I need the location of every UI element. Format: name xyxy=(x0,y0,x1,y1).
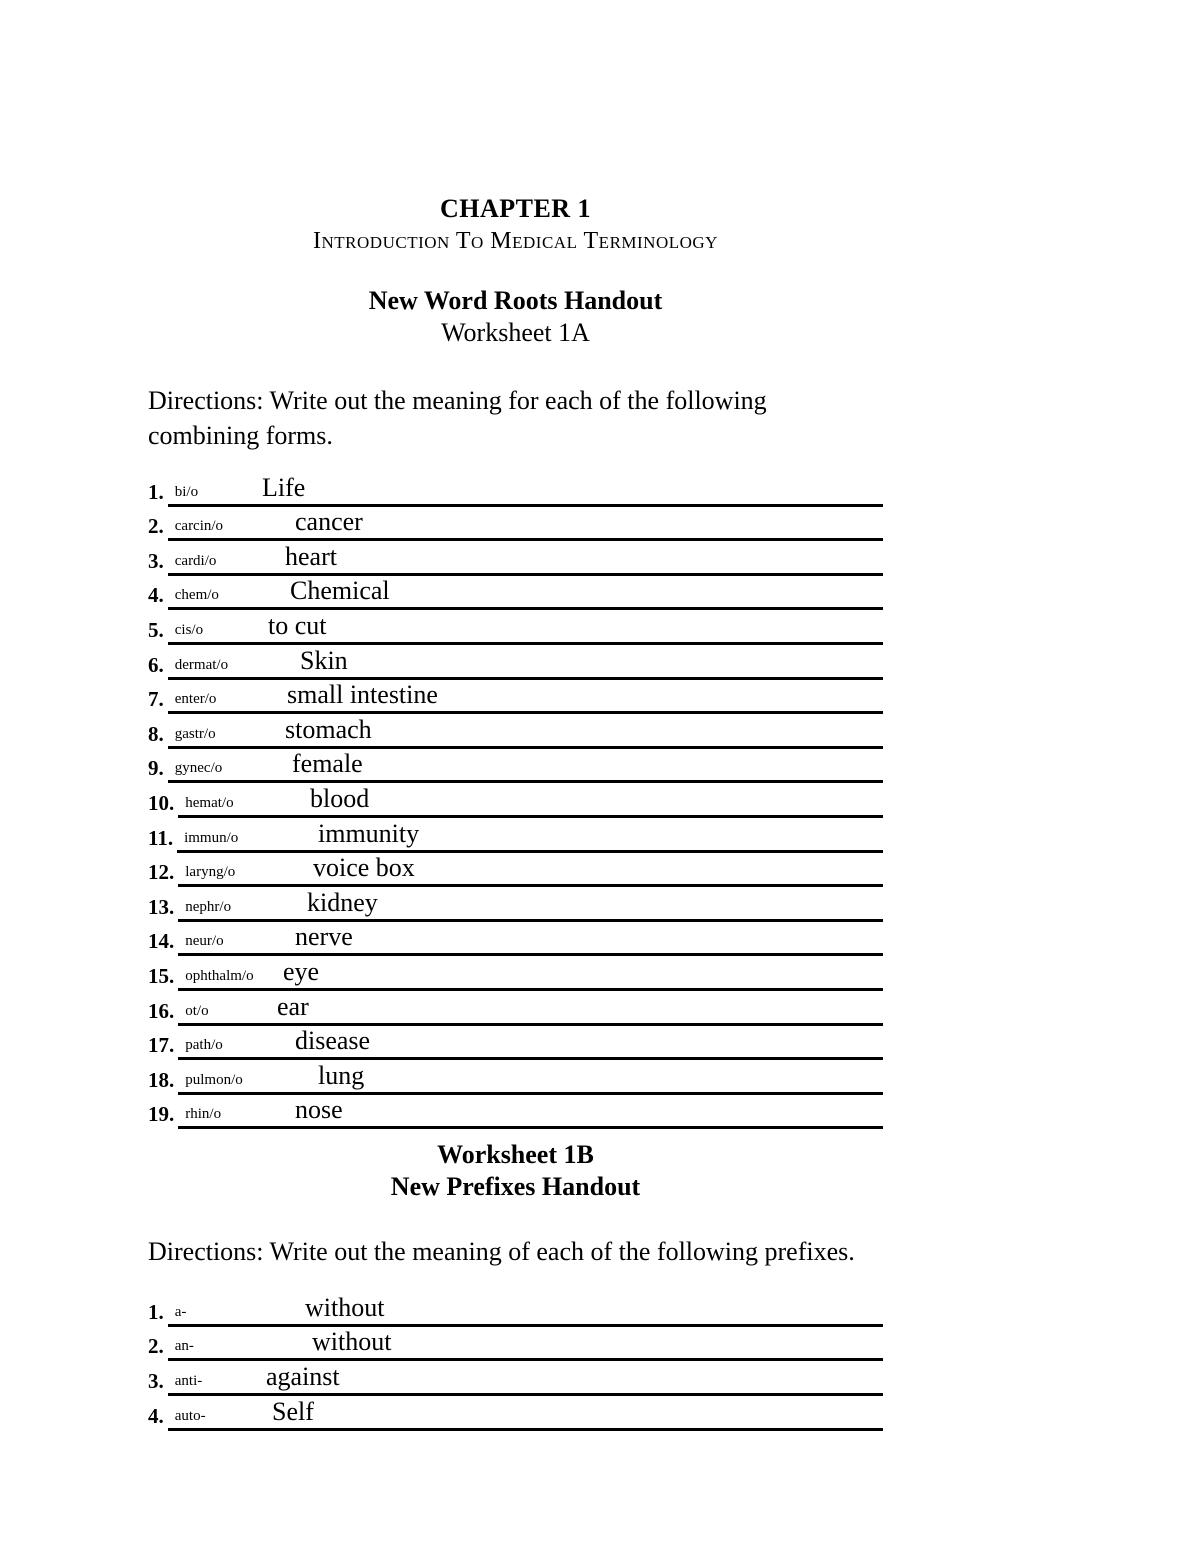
combining-form-term: hemat/o xyxy=(185,794,234,811)
answer-text: small intestine xyxy=(287,680,438,710)
combining-form-term: enter/o xyxy=(174,691,217,708)
item-number: 5. xyxy=(148,617,164,642)
item-number: 2. xyxy=(148,1334,164,1359)
item-number: 15. xyxy=(148,963,175,988)
answer-blank-line xyxy=(168,746,883,784)
prefix-term: auto- xyxy=(174,1407,206,1424)
worksheet-row xyxy=(148,645,883,680)
directions-prefixes: Directions: Write out the meaning of each of the following prefixes. xyxy=(148,1237,855,1267)
combining-form-term: neur/o xyxy=(185,933,224,950)
answer-text: voice box xyxy=(313,853,415,883)
item-number: 4. xyxy=(148,1403,164,1428)
directions-combining-forms: Directions: Write out the meaning for each of the following combining forms. xyxy=(148,386,767,450)
item-number: 11. xyxy=(148,825,174,850)
answer-text: Life xyxy=(262,472,306,502)
worksheet-row xyxy=(148,576,883,611)
combining-form-term: path/o xyxy=(185,1037,223,1054)
answer-blank-line xyxy=(178,1057,883,1095)
worksheet-row xyxy=(148,680,883,715)
prefixes-list xyxy=(148,1292,883,1430)
combining-form-term: pulmon/o xyxy=(185,1071,243,1088)
item-number: 12. xyxy=(148,860,175,885)
worksheet-row xyxy=(148,541,883,576)
item-number: 1. xyxy=(148,479,164,504)
combining-form-term: laryng/o xyxy=(185,864,236,881)
combining-form-term: gynec/o xyxy=(174,760,223,777)
prefix-term: anti- xyxy=(174,1373,203,1390)
worksheet-row xyxy=(148,1396,883,1431)
worksheet-row xyxy=(148,853,883,888)
worksheet-row xyxy=(148,783,883,818)
combining-form-term: nephr/o xyxy=(185,898,232,915)
worksheet-row xyxy=(148,922,883,957)
combining-form-term: cis/o xyxy=(174,621,204,638)
answer-text: nerve xyxy=(295,922,353,952)
item-number: 18. xyxy=(148,1067,175,1092)
item-number: 14. xyxy=(148,929,175,954)
answer-blank-line xyxy=(168,538,883,576)
answer-text: cancer xyxy=(295,507,363,537)
answer-blank-line xyxy=(178,919,883,957)
answer-text: Skin xyxy=(300,645,348,675)
answer-blank-line xyxy=(178,884,883,922)
answer-text: ear xyxy=(277,991,309,1021)
item-number: 7. xyxy=(148,687,164,712)
worksheet-label-1a: Worksheet 1A xyxy=(441,318,590,347)
item-number: 17. xyxy=(148,1033,175,1058)
item-number: 2. xyxy=(148,514,164,539)
worksheet-row xyxy=(148,472,883,507)
item-number: 3. xyxy=(148,548,164,573)
item-number: 19. xyxy=(148,1102,175,1127)
combining-form-term: carcin/o xyxy=(174,518,224,535)
answer-blank-line xyxy=(178,1023,883,1061)
answer-text: Chemical xyxy=(290,576,390,606)
worksheet-row xyxy=(148,714,883,749)
answer-blank-line xyxy=(168,1324,883,1362)
item-number: 10. xyxy=(148,790,175,815)
worksheet-row xyxy=(148,956,883,991)
answer-blank-line xyxy=(168,1289,883,1327)
worksheet-row xyxy=(148,818,883,853)
answer-text: against xyxy=(266,1362,340,1392)
chapter-subtitle: Introduction To Medical Terminology xyxy=(313,228,718,254)
worksheet-row xyxy=(148,1026,883,1061)
handout-title-prefixes: New Prefixes Handout xyxy=(390,1172,641,1202)
answer-blank-line xyxy=(168,711,883,749)
answer-text: kidney xyxy=(307,887,378,917)
item-number: 1. xyxy=(148,1299,164,1324)
combining-form-term: ophthalm/o xyxy=(185,967,254,984)
item-number: 8. xyxy=(148,721,164,746)
prefix-term: an- xyxy=(174,1338,194,1355)
answer-blank-line xyxy=(177,815,883,853)
combining-form-term: dermat/o xyxy=(174,656,229,673)
item-number: 13. xyxy=(148,894,175,919)
answer-blank-line xyxy=(168,573,883,611)
answer-text: lung xyxy=(318,1060,365,1090)
answer-text: to cut xyxy=(268,610,327,640)
worksheet-row xyxy=(148,749,883,784)
prefix-term: a- xyxy=(174,1303,187,1320)
combining-form-term: rhin/o xyxy=(185,1106,222,1123)
worksheet-row xyxy=(148,507,883,542)
answer-text: without xyxy=(312,1327,392,1357)
answer-text: female xyxy=(292,749,363,779)
combining-forms-list xyxy=(148,472,883,1129)
chapter-title: CHAPTER 1 xyxy=(439,194,592,223)
worksheet-row xyxy=(148,1327,883,1362)
worksheet-row xyxy=(148,1060,883,1095)
item-number: 3. xyxy=(148,1369,164,1394)
combining-form-term: chem/o xyxy=(174,587,219,604)
item-number: 6. xyxy=(148,652,164,677)
answer-blank-line xyxy=(178,780,883,818)
item-number: 4. xyxy=(148,583,164,608)
answer-blank-line xyxy=(168,677,883,715)
worksheet-row xyxy=(148,1292,883,1327)
worksheet-row xyxy=(148,610,883,645)
answer-text: immunity xyxy=(318,818,420,848)
worksheet-row xyxy=(148,991,883,1026)
handout-title-word-roots: New Word Roots Handout xyxy=(368,286,663,315)
answer-text: stomach xyxy=(285,714,372,744)
combining-form-term: cardi/o xyxy=(174,552,217,569)
combining-form-term: bi/o xyxy=(174,483,199,500)
answer-text: heart xyxy=(285,541,337,571)
worksheet-label-1b: Worksheet 1B xyxy=(437,1140,594,1170)
answer-text: Self xyxy=(272,1396,314,1426)
answer-text: eye xyxy=(283,956,320,986)
worksheet-row xyxy=(148,1095,883,1130)
combining-form-term: gastr/o xyxy=(174,725,216,742)
worksheet-row xyxy=(148,887,883,922)
answer-blank-line xyxy=(168,504,883,542)
item-number: 16. xyxy=(148,998,175,1023)
answer-blank-line xyxy=(168,642,883,680)
answer-text: without xyxy=(305,1292,385,1322)
answer-blank-line xyxy=(178,850,883,888)
answer-blank-line xyxy=(178,1092,883,1130)
answer-text: blood xyxy=(310,783,370,813)
item-number: 9. xyxy=(148,756,164,781)
combining-form-term: ot/o xyxy=(185,1002,209,1019)
answer-text: nose xyxy=(295,1095,343,1125)
answer-text: disease xyxy=(295,1026,371,1056)
combining-form-term: immun/o xyxy=(184,829,239,846)
worksheet-row xyxy=(148,1361,883,1396)
page-content xyxy=(148,0,883,1431)
